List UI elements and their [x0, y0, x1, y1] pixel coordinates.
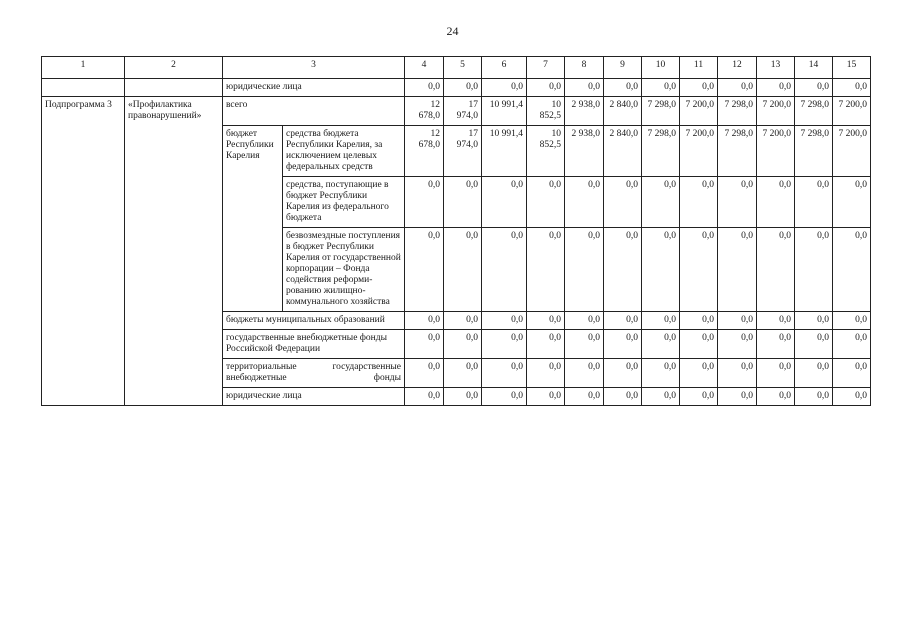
value-cell: 0,0 — [405, 312, 444, 330]
value-cell: 0,0 — [604, 330, 642, 359]
value-cell: 0,0 — [444, 79, 482, 97]
column-header-9: 9 — [604, 57, 642, 79]
value-cell: 0,0 — [680, 228, 718, 312]
value-cell: 0,0 — [642, 330, 680, 359]
value-cell: 0,0 — [444, 177, 482, 228]
row-label: средства бюджета Республики Карелия, за исключением целевых федеральных средств — [283, 126, 405, 177]
value-cell: 0,0 — [833, 312, 871, 330]
value-cell: 0,0 — [604, 228, 642, 312]
value-cell: 0,0 — [565, 228, 604, 312]
value-cell: 0,0 — [680, 388, 718, 406]
value-cell: 0,0 — [757, 177, 795, 228]
value-cell: 17 974,0 — [444, 126, 482, 177]
value-cell: 0,0 — [565, 359, 604, 388]
value-cell: 7 200,0 — [757, 97, 795, 126]
value-cell: 0,0 — [718, 228, 757, 312]
value-cell: 7 298,0 — [795, 126, 833, 177]
column-header-7: 7 — [527, 57, 565, 79]
value-cell: 7 298,0 — [718, 126, 757, 177]
column-header-15: 15 — [833, 57, 871, 79]
value-cell: 0,0 — [833, 228, 871, 312]
value-cell: 0,0 — [482, 177, 527, 228]
value-cell: 0,0 — [405, 79, 444, 97]
value-cell: 0,0 — [757, 388, 795, 406]
subprogram-name: «Профилактика правонарушений» — [125, 97, 223, 406]
value-cell: 0,0 — [795, 388, 833, 406]
table-row — [42, 97, 871, 126]
value-cell: 0,0 — [833, 79, 871, 97]
value-cell: 7 200,0 — [680, 126, 718, 177]
value-cell: 0,0 — [680, 79, 718, 97]
value-cell: 0,0 — [680, 177, 718, 228]
row-label: безвозмездные поступления в бюджет Республики Карелия от государственной корпорации – Фонда содействия реформи-рованию жилищно-коммунального хозяйства — [283, 228, 405, 312]
value-cell: 0,0 — [642, 388, 680, 406]
value-cell: 7 200,0 — [680, 97, 718, 126]
value-cell: 0,0 — [444, 330, 482, 359]
value-cell: 10 991,4 — [482, 97, 527, 126]
row-label: юридические лица — [223, 79, 405, 97]
value-cell: 0,0 — [482, 330, 527, 359]
value-cell: 0,0 — [718, 79, 757, 97]
budget-table — [41, 56, 871, 406]
value-cell: 0,0 — [604, 388, 642, 406]
value-cell: 0,0 — [795, 330, 833, 359]
value-cell: 0,0 — [565, 312, 604, 330]
value-cell: 0,0 — [757, 79, 795, 97]
value-cell: 0,0 — [795, 312, 833, 330]
row-label: бюджеты муниципальных образований — [223, 312, 405, 330]
value-cell: 0,0 — [482, 388, 527, 406]
row-label: средства, поступающие в бюджет Республики Карелия из федерального бюджета — [283, 177, 405, 228]
value-cell: 7 200,0 — [757, 126, 795, 177]
column-header-2: 2 — [125, 57, 223, 79]
value-cell: 0,0 — [444, 388, 482, 406]
value-cell: 7 298,0 — [642, 97, 680, 126]
value-cell: 0,0 — [527, 177, 565, 228]
value-cell: 0,0 — [642, 177, 680, 228]
value-cell: 10 991,4 — [482, 126, 527, 177]
value-cell: 0,0 — [718, 359, 757, 388]
value-cell: 0,0 — [795, 177, 833, 228]
column-header-1: 1 — [42, 57, 125, 79]
value-cell: 17 974,0 — [444, 97, 482, 126]
value-cell: 0,0 — [482, 359, 527, 388]
value-cell: 0,0 — [718, 330, 757, 359]
value-cell: 0,0 — [757, 228, 795, 312]
column-header-3: 3 — [223, 57, 405, 79]
value-cell: 10 852,5 — [527, 126, 565, 177]
value-cell: 2 840,0 — [604, 126, 642, 177]
value-cell: 0,0 — [405, 330, 444, 359]
value-cell: 0,0 — [757, 312, 795, 330]
value-cell: 0,0 — [565, 79, 604, 97]
row-label: территориальные государственные внебюджетные фонды — [223, 359, 405, 388]
value-cell: 0,0 — [642, 228, 680, 312]
value-cell: 0,0 — [527, 388, 565, 406]
column-header-6: 6 — [482, 57, 527, 79]
value-cell: 0,0 — [405, 177, 444, 228]
column-header-14: 14 — [795, 57, 833, 79]
row-label: всего — [223, 97, 405, 126]
value-cell: 0,0 — [565, 177, 604, 228]
empty-cell — [42, 79, 125, 97]
value-cell: 0,0 — [795, 228, 833, 312]
value-cell: 0,0 — [833, 177, 871, 228]
value-cell: 2 938,0 — [565, 126, 604, 177]
value-cell: 0,0 — [604, 312, 642, 330]
row-label: юридические лица — [223, 388, 405, 406]
value-cell: 0,0 — [680, 312, 718, 330]
region-budget-label: бюджет Республики Карелия — [223, 126, 283, 312]
value-cell: 2 840,0 — [604, 97, 642, 126]
header-row — [42, 57, 871, 79]
row-label: государственные внебюджетные фонды Российской Федерации — [223, 330, 405, 359]
value-cell: 0,0 — [833, 359, 871, 388]
value-cell: 0,0 — [604, 177, 642, 228]
table-row — [42, 79, 871, 97]
value-cell: 12 678,0 — [405, 97, 444, 126]
value-cell: 0,0 — [604, 359, 642, 388]
value-cell: 0,0 — [680, 330, 718, 359]
value-cell: 0,0 — [565, 388, 604, 406]
value-cell: 0,0 — [604, 79, 642, 97]
value-cell: 0,0 — [405, 228, 444, 312]
column-header-12: 12 — [718, 57, 757, 79]
value-cell: 0,0 — [718, 177, 757, 228]
value-cell: 7 200,0 — [833, 126, 871, 177]
value-cell: 0,0 — [527, 330, 565, 359]
value-cell: 0,0 — [444, 359, 482, 388]
value-cell: 0,0 — [405, 359, 444, 388]
empty-cell — [125, 79, 223, 97]
value-cell: 7 298,0 — [642, 126, 680, 177]
column-header-11: 11 — [680, 57, 718, 79]
value-cell: 0,0 — [527, 312, 565, 330]
value-cell: 0,0 — [642, 79, 680, 97]
value-cell: 0,0 — [482, 79, 527, 97]
value-cell: 0,0 — [718, 312, 757, 330]
value-cell: 0,0 — [527, 228, 565, 312]
value-cell: 0,0 — [444, 312, 482, 330]
value-cell: 0,0 — [757, 359, 795, 388]
value-cell: 0,0 — [405, 388, 444, 406]
column-header-10: 10 — [642, 57, 680, 79]
value-cell: 0,0 — [833, 330, 871, 359]
value-cell: 10 852,5 — [527, 97, 565, 126]
column-header-5: 5 — [444, 57, 482, 79]
column-header-8: 8 — [565, 57, 604, 79]
value-cell: 2 938,0 — [565, 97, 604, 126]
value-cell: 0,0 — [482, 312, 527, 330]
value-cell: 0,0 — [482, 228, 527, 312]
value-cell: 0,0 — [833, 388, 871, 406]
value-cell: 0,0 — [642, 312, 680, 330]
value-cell: 0,0 — [565, 330, 604, 359]
value-cell: 7 200,0 — [833, 97, 871, 126]
column-header-4: 4 — [405, 57, 444, 79]
value-cell: 12 678,0 — [405, 126, 444, 177]
value-cell: 0,0 — [680, 359, 718, 388]
value-cell: 0,0 — [444, 228, 482, 312]
value-cell: 0,0 — [718, 388, 757, 406]
value-cell: 0,0 — [527, 359, 565, 388]
page-number: 24 — [446, 24, 459, 38]
value-cell: 0,0 — [795, 79, 833, 97]
value-cell: 7 298,0 — [718, 97, 757, 126]
value-cell: 0,0 — [642, 359, 680, 388]
value-cell: 0,0 — [527, 79, 565, 97]
column-header-13: 13 — [757, 57, 795, 79]
value-cell: 0,0 — [795, 359, 833, 388]
subprogram-code: Подпрограмма 3 — [42, 97, 125, 406]
value-cell: 7 298,0 — [795, 97, 833, 126]
value-cell: 0,0 — [757, 330, 795, 359]
